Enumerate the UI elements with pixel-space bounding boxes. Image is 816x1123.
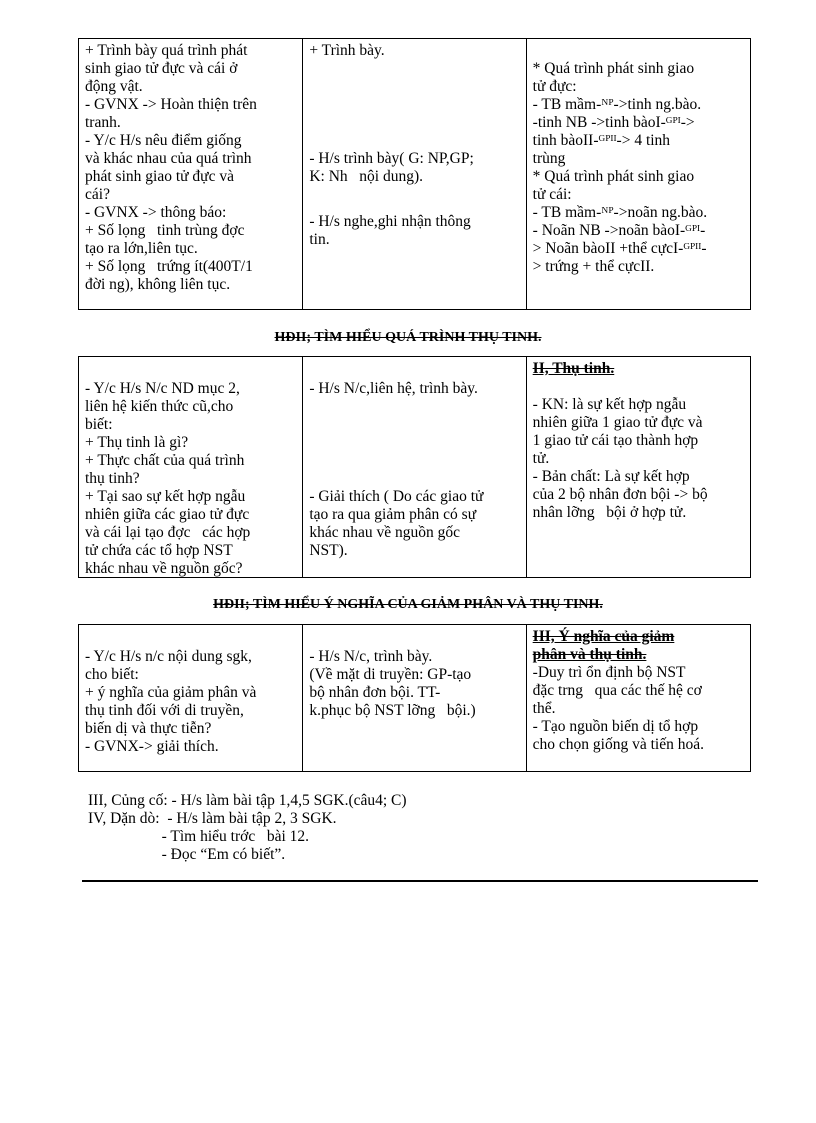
text-line: tử cái: (532, 186, 572, 203)
text-line: + Số lọng tinh trùng đợc (85, 222, 245, 239)
text-line: khác nhau về nguồn gốc? (85, 560, 243, 577)
content-column (527, 39, 750, 309)
text-line: tranh. (85, 114, 121, 131)
text-line: cho biết: (85, 666, 139, 683)
text-line: III, Củng cố: - H/s làm bài tập 1,4,5 SGK.(câu4; C) (88, 792, 407, 809)
text-line: 1 giao tử cái tạo thành hợp (532, 432, 699, 449)
text-line: và cái lại tạo đợc các hợp (85, 524, 251, 541)
text-line: trùng (532, 150, 566, 167)
text-line: IV, Dặn dò: - H/s làm bài tập 2, 3 SGK. (88, 810, 337, 827)
text-line: - Tạo nguồn biến dị tổ hợp (532, 718, 699, 735)
table-activity-1 (78, 38, 751, 310)
text-line: thụ tinh? (85, 470, 140, 487)
text-line: phát sinh giao tử đực và (85, 168, 234, 185)
text-line: tử chứa các tổ hợp NST (85, 542, 233, 559)
text-line: nhiên giữa các giao tử đực (85, 506, 250, 523)
teacher-activity-column (79, 39, 303, 309)
section-heading: HĐII; TÌM HIỂU QUÁ TRÌNH THỤ TINH. (274, 330, 542, 345)
text-line: - Noãn NB ->noãn bàoI-ᴳᴾᴵ- (532, 222, 706, 239)
text-line: - KN: là sự kết hợp ngẫu (532, 396, 687, 413)
teacher-activity-column (79, 625, 303, 771)
text-line: K: Nh nội dung). (309, 168, 423, 185)
text-line: bộ nhân đơn bội. TT- (309, 684, 441, 701)
section-title: II, Thụ tinh. (532, 360, 615, 377)
section-title: phân và thụ tinh. (532, 646, 647, 663)
table-activity-2 (78, 356, 751, 578)
table-activity-3 (78, 624, 751, 772)
teacher-activity-column (79, 357, 303, 577)
text-line: liên hệ kiến thức cũ,cho (85, 398, 234, 415)
text-line: - Bản chất: Là sự kết hợp (532, 468, 690, 485)
text-line: nhân lỡng bội ở hợp tử. (532, 504, 687, 521)
text-line: (Về mặt di truyền: GP-tạo (309, 666, 472, 683)
text-line: tinh bàoII-ᴳᴾᴵᴵ-> 4 tinh (532, 132, 671, 149)
text-line: - Đọc “Em có biết”. (88, 846, 286, 863)
text-line: + Thụ tinh là gì? (85, 434, 189, 451)
text-line: sinh giao tử đực và cái ở (85, 60, 238, 77)
text-line: khác nhau về nguồn gốc (309, 524, 460, 541)
text-line: thụ tinh đối với di truyền, (85, 702, 244, 719)
text-line: + Số lọng trứng ít(400T/1 (85, 258, 253, 275)
section-heading: HĐII; TÌM HIỂU Ý NGHĨA CỦA GIẢM PHÂN VÀ THỤ TINH. (213, 597, 603, 612)
text-line: + ý nghĩa của giảm phân và (85, 684, 257, 701)
text-line: tạo ra qua giảm phân có sự (309, 506, 477, 523)
student-activity-column (303, 357, 526, 577)
text-line: - Tìm hiểu trớc bài 12. (88, 828, 310, 845)
text-line: - Giải thích ( Do các giao tử (309, 488, 484, 505)
text-line: + Thực chất của quá trình (85, 452, 245, 469)
text-line: - Y/c H/s N/c ND mục 2, (85, 380, 240, 397)
text-line: * Quá trình phát sinh giao (532, 60, 695, 77)
text-line: của 2 bộ nhân đơn bội -> bộ (532, 486, 708, 503)
student-activity-column (303, 625, 526, 771)
text-line: - GVNX-> giải thích. (85, 738, 219, 755)
text-line: + Trình bày. (309, 42, 385, 59)
text-line: động vật. (85, 78, 143, 95)
horizontal-rule (82, 880, 758, 882)
text-line: - TB mầm-ᴺᴾ->tinh ng.bào. (532, 96, 702, 113)
text-line: tin. (309, 231, 330, 248)
text-line: - H/s N/c,liên hệ, trình bày. (309, 380, 478, 397)
text-line: - Y/c H/s n/c nội dung sgk, (85, 648, 252, 665)
lesson-footer (88, 792, 407, 864)
text-line: đời ng), không liên tục. (85, 276, 231, 293)
text-line: tạo ra lớn,liên tục. (85, 240, 198, 257)
text-line: biết: (85, 416, 113, 433)
text-line: - GVNX -> thông báo: (85, 204, 227, 221)
text-line: -Duy trì ổn định bộ NST (532, 664, 686, 681)
text-line: NST). (309, 542, 348, 559)
text-line: -tinh NB ->tinh bàoI-ᴳᴾᴵ-> (532, 114, 695, 131)
text-line: biến dị và thực tiễn? (85, 720, 212, 737)
text-line: + Trình bày quá trình phát (85, 42, 248, 59)
text-line: tử. (532, 450, 550, 467)
text-line: > trứng + thể cựcII. (532, 258, 655, 275)
text-line: nhiên giữa 1 giao tử đực và (532, 414, 703, 431)
content-column (527, 357, 750, 577)
text-line: + Tại sao sự kết hợp ngẫu (85, 488, 246, 505)
text-line: và khác nhau của quá trình (85, 150, 252, 167)
text-line: tử đực: (532, 78, 577, 95)
text-line: cái? (85, 186, 110, 203)
text-line: - GVNX -> Hoàn thiện trên (85, 96, 257, 113)
text-line: đặc trng qua các thế hệ cơ (532, 682, 702, 699)
text-line: * Quá trình phát sinh giao (532, 168, 695, 185)
text-line: - H/s N/c, trình bày. (309, 648, 433, 665)
student-activity-column (303, 39, 526, 309)
text-line: - H/s trình bày( G: NP,GP; (309, 150, 474, 167)
section-title: III, Ý nghĩa của giảm (532, 628, 675, 645)
text-line: - H/s nghe,ghi nhận thông (309, 213, 471, 230)
text-line: cho chọn giống và tiến hoá. (532, 736, 704, 753)
text-line: > Noãn bàoII +thể cựcI-ᴳᴾᴵᴵ- (532, 240, 707, 257)
text-line: thể. (532, 700, 556, 717)
content-column (527, 625, 750, 771)
text-line: - Y/c H/s nêu điểm giống (85, 132, 242, 149)
text-line: k.phục bộ NST lỡng bội.) (309, 702, 476, 719)
text-line: - TB mầm-ᴺᴾ->noãn ng.bào. (532, 204, 708, 221)
